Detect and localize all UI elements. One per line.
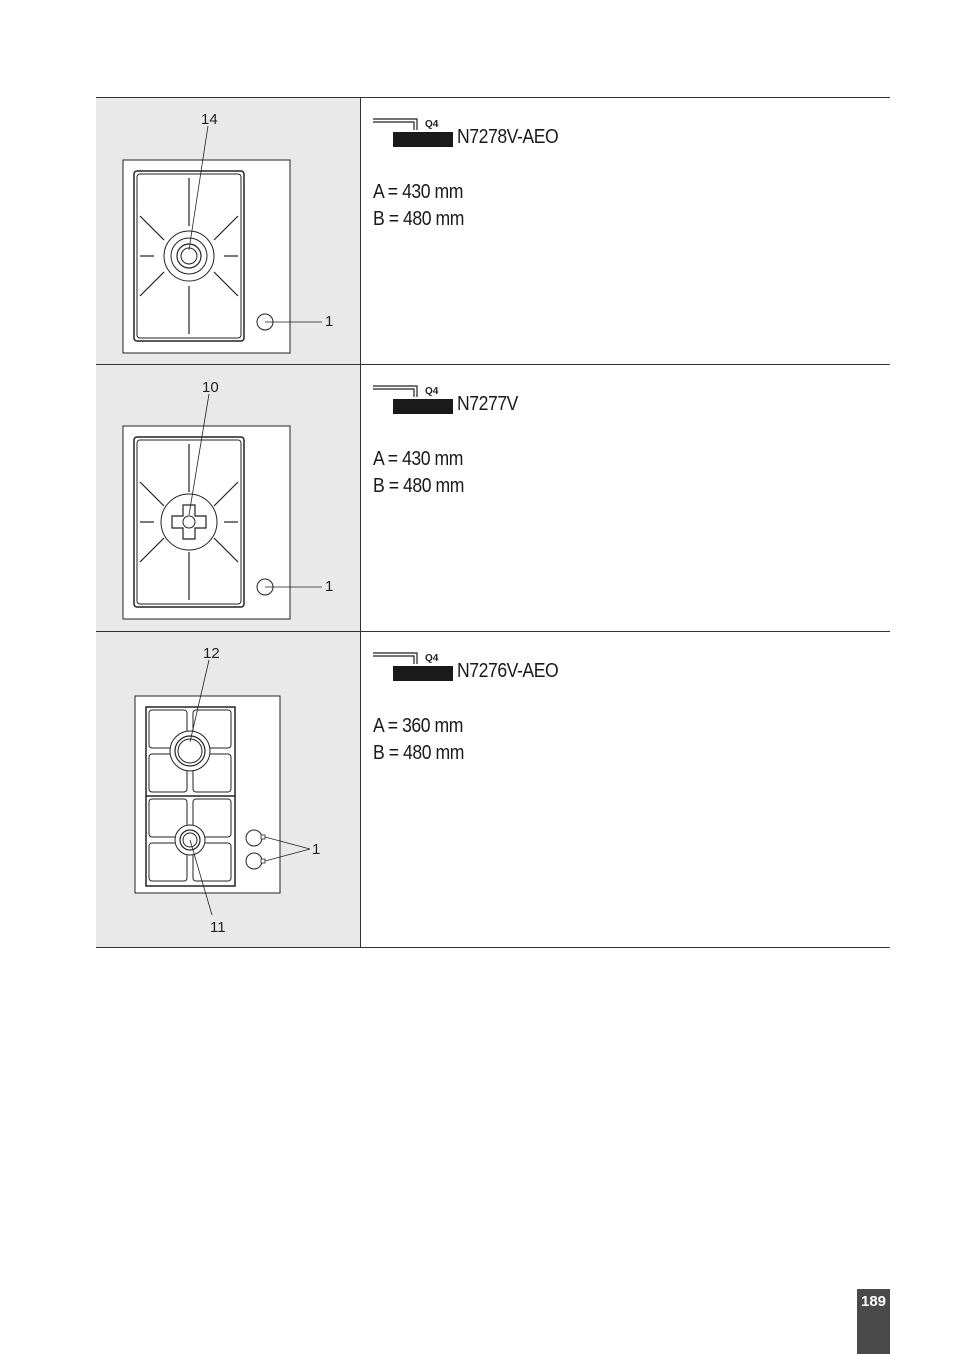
dimension-b: B = 480 mm — [373, 742, 464, 764]
single-burner-hob-diagram — [96, 98, 360, 364]
dimension-b: B = 480 mm — [373, 475, 464, 497]
table-row — [96, 98, 890, 365]
callout-burner: 14 — [201, 111, 218, 128]
page-number-tab: 189 — [857, 1289, 890, 1354]
badge-label: Q4 — [425, 386, 439, 397]
wok-burner-hob-diagram — [96, 365, 360, 631]
info-cell — [361, 98, 890, 364]
badge-label: Q4 — [425, 653, 439, 664]
badge-label: Q4 — [425, 119, 439, 130]
table-row — [96, 365, 890, 632]
dimension-a: A = 360 mm — [373, 715, 464, 737]
model-number: N7276V-AEO — [457, 660, 559, 682]
callout-small-burner: 11 — [210, 919, 226, 936]
product-table — [96, 97, 890, 948]
info-cell — [361, 365, 890, 631]
dimension-a: A = 430 mm — [373, 181, 464, 203]
gas-category-icon — [373, 383, 455, 417]
dimension-a: A = 430 mm — [373, 448, 464, 470]
gas-category-icon — [373, 650, 455, 684]
info-cell — [361, 632, 890, 947]
hob-diagram-cell — [96, 98, 361, 364]
callout-knobs: 1 — [312, 841, 321, 858]
hob-diagram-cell — [96, 632, 361, 947]
table-row — [96, 632, 890, 948]
callout-knob: 1 — [325, 313, 334, 330]
gas-category-icon — [373, 116, 455, 150]
two-burner-hob-diagram — [96, 632, 360, 947]
callout-large-burner: 12 — [203, 645, 220, 662]
callout-knob: 1 — [325, 578, 334, 595]
callout-burner: 10 — [202, 379, 219, 396]
model-number: N7277V — [457, 393, 518, 415]
dimension-b: B = 480 mm — [373, 208, 464, 230]
hob-diagram-cell — [96, 365, 361, 631]
model-number: N7278V-AEO — [457, 126, 559, 148]
